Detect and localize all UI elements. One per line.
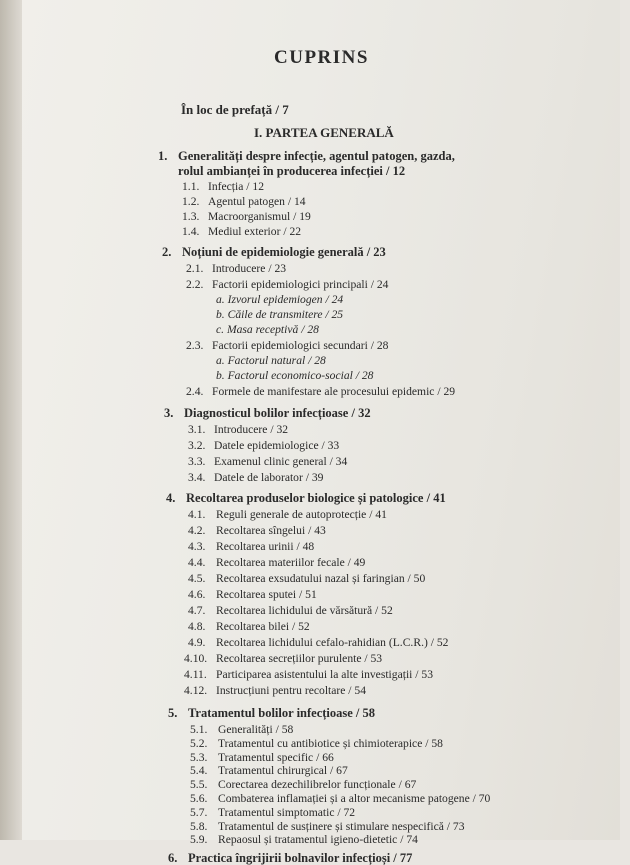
chapter-number: 3.: [164, 406, 174, 420]
subsection-entry: c. Masa receptivă / 28: [216, 323, 319, 336]
chapter-number: 6.: [168, 851, 178, 865]
subsection-entry: b. Căile de transmitere / 25: [216, 308, 344, 321]
section-entry: Introducere / 32: [214, 423, 289, 436]
toc-page: [22, 0, 620, 865]
section-number: 5.8.: [190, 819, 208, 833]
chapter-number: 5.: [168, 706, 178, 720]
chapter-number: 4.: [166, 491, 176, 505]
subsection-entry: a. Izvorul epidemiogen / 24: [216, 293, 344, 306]
section-number: 3.1.: [188, 423, 206, 436]
section-entry: Datele epidemiologice / 33: [214, 439, 340, 452]
section-entry: Tratamentul simptomatic / 72: [218, 805, 356, 819]
section-entry: Recoltarea lichidului de vărsătură / 52: [216, 604, 393, 617]
section-entry: Recoltarea exsudatului nazal și faringian / 50: [216, 572, 426, 585]
section-entry: Tratamentul chirurgical / 67: [218, 764, 348, 778]
section-number: 5.1.: [190, 723, 208, 736]
section-entry: Reguli generale de autoprotecție / 41: [216, 508, 387, 521]
section-entry: Recoltarea lichidului cefalo-rahidian (L.C.R.) / 52: [216, 636, 449, 649]
section-number: 4.11.: [184, 668, 207, 681]
section-number: 1.4.: [182, 225, 200, 238]
page-title: CUPRINS: [274, 47, 369, 68]
section-number: 5.3.: [190, 750, 208, 764]
section-entry: Participarea asistentului la alte investigații / 53: [216, 668, 433, 681]
subsection-entry: b. Factorul economico-social / 28: [216, 369, 374, 382]
section-number: 2.3.: [186, 339, 204, 352]
section-number: 5.9.: [190, 833, 208, 847]
section-entry: Formele de manifestare ale procesului epidemic / 29: [212, 385, 456, 398]
section-number: 4.4.: [188, 556, 206, 569]
section-entry: Recoltarea sîngelui / 43: [216, 524, 326, 537]
section-number: 1.1.: [182, 180, 200, 193]
section-number: 5.4.: [190, 764, 208, 778]
section-entry: Repaosul și tratamentul igieno-dietetic / 74: [218, 833, 418, 847]
section-number: 5.7.: [190, 805, 208, 819]
section-entry: Factorii epidemiologici secundari / 28: [212, 339, 389, 352]
section-number: 4.10.: [184, 652, 208, 665]
section-number: 5.2.: [190, 736, 208, 750]
section-number: 4.2.: [188, 524, 206, 537]
section-entry: Combaterea inflamației și a altor mecanisme patogene / 70: [218, 792, 491, 805]
section-entry: Recoltarea bilei / 52: [216, 620, 310, 633]
section-entry: Corectarea dezechilibrelor funcționale / 67: [218, 778, 417, 792]
toc-preface: În loc de prefață / 7: [181, 102, 289, 117]
section-entry: Infecția / 12: [208, 180, 265, 193]
section-entry: Examenul clinic general / 34: [214, 455, 348, 468]
chapter-title: Diagnosticul bolilor infecțioase / 32: [184, 406, 371, 420]
book-spine-shadow: [0, 0, 22, 840]
section-entry: Recoltarea secrețiilor purulente / 53: [216, 652, 383, 665]
section-entry: Macroorganismul / 19: [208, 210, 311, 223]
chapter-title: Tratamentul bolilor infecțioase / 58: [188, 706, 376, 720]
chapter-title: Noțiuni de epidemiologie generală / 23: [182, 245, 386, 259]
section-number: 1.2.: [182, 195, 200, 208]
section-entry: Mediul exterior / 22: [208, 225, 302, 238]
section-entry: Recoltarea urinii / 48: [216, 540, 315, 553]
section-entry: Generalități / 58: [218, 723, 294, 736]
section-entry: Tratamentul de susținere și stimulare nespecifică / 73: [218, 819, 465, 833]
section-number: 1.3.: [182, 210, 200, 223]
section-entry: Recoltarea sputei / 51: [216, 588, 317, 601]
section-number: 2.4.: [186, 385, 204, 398]
section-number: 4.7.: [188, 604, 206, 617]
section-number: 4.6.: [188, 588, 206, 601]
section-number: 4.1.: [188, 508, 206, 521]
chapter-title: Recoltarea produselor biologice și patologice / 41: [186, 491, 446, 505]
section-number: 5.6.: [190, 792, 208, 805]
section-entry: Tratamentul cu antibiotice și chimioterapice / 58: [218, 736, 443, 750]
chapter-number: 1.: [158, 149, 168, 163]
section-entry: Introducere / 23: [212, 262, 287, 275]
section-entry: Agentul patogen / 14: [208, 195, 306, 208]
subsection-entry: a. Factorul natural / 28: [216, 354, 326, 367]
section-entry: Tratamentul specific / 66: [218, 750, 334, 764]
section-entry: Recoltarea materiilor fecale / 49: [216, 556, 366, 569]
chapter-title-continued: rolul ambianței în producerea infecției / 12: [178, 164, 406, 178]
section-number: 4.12.: [184, 684, 208, 697]
section-number: 4.9.: [188, 636, 206, 649]
section-entry: Instrucțiuni pentru recoltare / 54: [216, 684, 367, 697]
chapter-number: 2.: [162, 245, 172, 259]
section-number: 3.3.: [188, 455, 206, 468]
section-entry: Factorii epidemiologici principali / 24: [212, 278, 389, 291]
section-number: 3.2.: [188, 439, 206, 452]
section-number: 5.5.: [190, 778, 208, 792]
section-number: 3.4.: [188, 471, 206, 484]
chapter-title: Generalități despre infecție, agentul patogen, gazda,: [178, 149, 455, 163]
section-number: 2.2.: [186, 278, 204, 291]
section-number: 4.3.: [188, 540, 206, 553]
chapter-title: Practica îngrijirii bolnavilor infecțioși / 77: [188, 851, 413, 865]
section-number: 4.5.: [188, 572, 206, 585]
toc-part-heading: I. PARTEA GENERALĂ: [254, 125, 394, 140]
section-number: 2.1.: [186, 262, 204, 275]
section-entry: Datele de laborator / 39: [214, 471, 324, 484]
section-number: 4.8.: [188, 620, 206, 633]
